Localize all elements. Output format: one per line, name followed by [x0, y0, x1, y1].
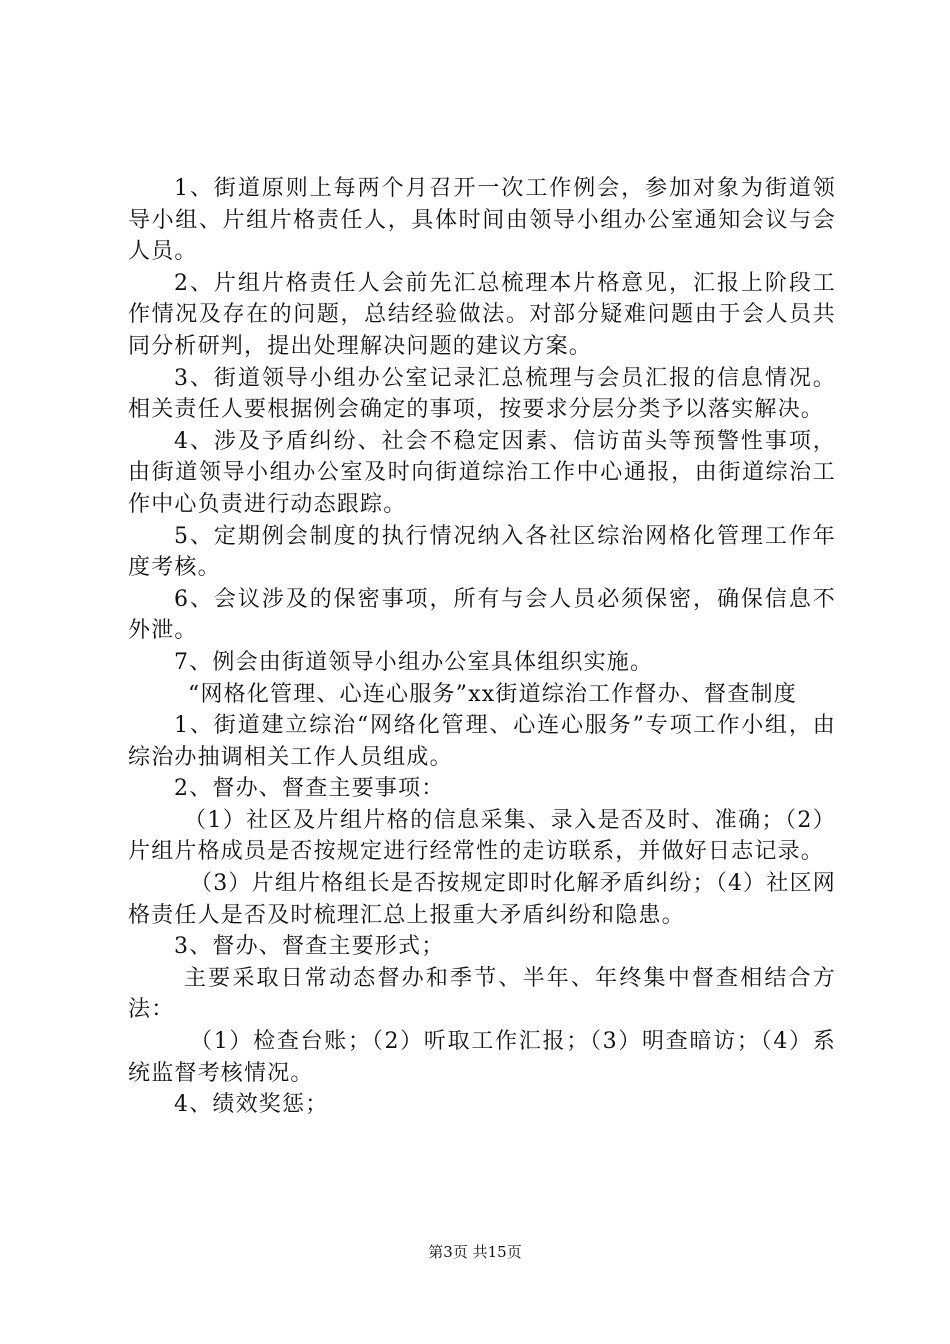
paragraph-6: 6、会议涉及的保密事项，所有与会人员必须保密，确保信息不外泄。 [128, 586, 836, 644]
paragraph-5: 5、定期例会制度的执行情况纳入各社区综治网格化管理工作年度考核。 [128, 523, 836, 581]
paragraph-11: （3）片组片格组长是否按规定即时化解矛盾纠纷；（4）社区网格责任人是否及时梳理汇总上报重大矛盾纠纷和隐患。 [128, 871, 836, 928]
document-body [128, 173, 836, 1121]
paragraph-8: 1、街道建立综治“网络化管理、心连心服务”专项工作小组，由综治办抽调相关工作人员组成。 [128, 713, 836, 770]
paragraph-15: 4、绩效奖惩； [174, 1092, 329, 1118]
paragraph-14: （1）检查台账；（2）听取工作汇报；（3）明查暗访；（4）系统监督考核情况。 [128, 1029, 836, 1086]
paragraph-4: 4、涉及予盾纠纷、社会不稳定因素、信访苗头等预警性事项，由街道领导小组办公室及时向街道综治工作中心通报，由街道综治工作中心负责进行动态跟踪。 [128, 428, 836, 517]
paragraph-9: 2、督办、督查主要事项： [174, 776, 445, 802]
paragraph-3: 3、街道领导小组办公室记录汇总梳理与会员汇报的信息情况。相关责任人要根据例会确定的事项，按要求分层分类予以落实解决。 [128, 365, 836, 423]
paragraph-7: 7、例会由街道领导小组办公室具体组织实施。 [174, 649, 654, 675]
paragraph-13: 主要采取日常动态督办和季节、半年、年终集中督查相结合方法： [128, 965, 836, 1023]
paragraph-12: 3、督办、督查主要形式； [174, 934, 445, 960]
paragraph-10: （1）社区及片组片格的信息采集、录入是否及时、准确；（2）片组片格成员是否按规定进行经常性的走访联系，并做好日志记录。 [128, 807, 836, 865]
section-heading: “网格化管理、心连心服务”xx街道综治工作督办、督查制度 [188, 681, 797, 707]
paragraph-1: 1、街道原则上每两个月召开一次工作例会，参加对象为街道领导小组、片组片格责任人，具体时间由领导小组办公室通知会议与会人员。 [128, 176, 836, 265]
page-number-footer: 第3页 共15页 [428, 1243, 522, 1261]
paragraph-2: 2、片组片格责任人会前先汇总梳理本片格意见，汇报上阶段工作情况及存在的问题，总结经验做法。对部分疑难问题由于会人员共同分析研判，提出处理解决问题的建议方案。 [128, 270, 836, 359]
